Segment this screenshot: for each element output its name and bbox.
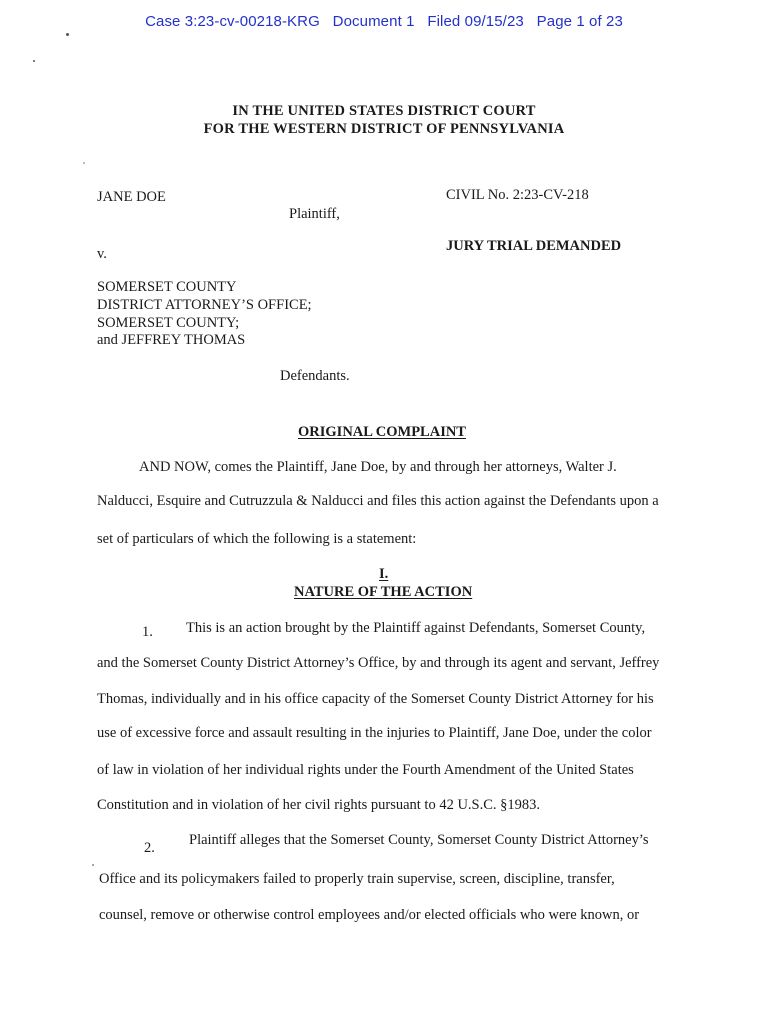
paragraph-line: Thomas, individually and in his office capacity of the Somerset County District Attorney for his — [97, 691, 654, 707]
paragraph-line: Office and its policymakers failed to properly train supervise, screen, discipline, transfer, — [99, 871, 615, 887]
defendant-line: and JEFFREY THOMAS — [97, 332, 246, 348]
court-heading-line2: FOR THE WESTERN DISTRICT OF PENNSYLVANIA — [203, 121, 565, 137]
complaint-title: ORIGINAL COMPLAINT — [298, 424, 466, 440]
scan-speck — [92, 864, 94, 866]
plaintiff-role: Plaintiff, — [289, 206, 340, 222]
paragraph-line: and the Somerset County District Attorney’s Office, by and through its agent and servant, Jeffrey — [97, 655, 660, 671]
paragraph-line: counsel, remove or otherwise control employees and/or elected officials who were known, or — [99, 907, 640, 923]
filing-stamp — [0, 13, 768, 30]
paragraph-line: This is an action brought by the Plaintiff against Defendants, Somerset County, — [186, 620, 646, 636]
court-heading-line1: IN THE UNITED STATES DISTRICT COURT — [232, 103, 536, 119]
scan-speck — [66, 33, 69, 36]
intro-line: AND NOW, comes the Plaintiff, Jane Doe, by and through her attorneys, Walter J. — [139, 459, 617, 475]
page-count: Page 1 of 23 — [536, 13, 623, 30]
intro-line: Nalducci, Esquire and Cutruzzula & Nalducci and files this action against the Defendants upon a — [97, 493, 659, 509]
paragraph-line: Plaintiff alleges that the Somerset County, Somerset County District Attorney’s — [189, 832, 649, 848]
section-number: I. — [379, 566, 389, 582]
paragraph-number: 2. — [144, 840, 155, 856]
defendant-line: SOMERSET COUNTY; — [97, 315, 240, 331]
jury-trial-demanded: JURY TRIAL DEMANDED — [446, 238, 622, 254]
defendants-role: Defendants. — [280, 368, 350, 384]
defendant-line: SOMERSET COUNTY — [97, 279, 237, 295]
filed-date: Filed 09/15/23 — [427, 13, 524, 30]
intro-line: set of particulars of which the following is a statement: — [97, 531, 417, 547]
paragraph-line: use of excessive force and assault resulting in the injuries to Plaintiff, Jane Doe, under the color — [97, 725, 652, 741]
paragraph-line: of law in violation of her individual rights under the Fourth Amendment of the United States — [97, 762, 634, 778]
civil-number: CIVIL No. 2:23-CV-218 — [446, 187, 589, 203]
document-number: Document 1 — [332, 13, 415, 30]
paragraph-number: 1. — [142, 624, 153, 640]
paragraph-line: Constitution and in violation of her civil rights pursuant to 42 U.S.C. §1983. — [97, 797, 541, 813]
scan-speck — [83, 162, 85, 164]
versus: v. — [97, 246, 107, 262]
plaintiff-name: JANE DOE — [97, 189, 166, 205]
case-number: Case 3:23-cv-00218-KRG — [145, 13, 320, 30]
scan-speck — [33, 60, 35, 62]
defendant-line: DISTRICT ATTORNEY’S OFFICE; — [97, 297, 312, 313]
section-title: NATURE OF THE ACTION — [294, 584, 473, 600]
